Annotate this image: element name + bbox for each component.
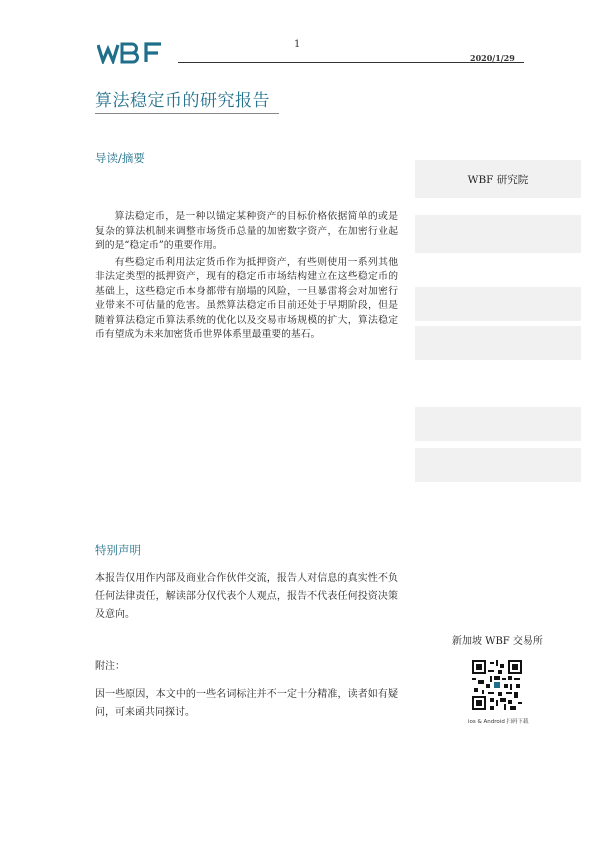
sidebar-box xyxy=(415,287,581,321)
abstract-paragraph: 算法稳定币，是一种以锚定某种资产的目标价格依据简单的或是复杂的算法机制来调整市场货币总量的加密数字资产，在加密行业起到的是“稳定币”的重要作用。 xyxy=(95,211,398,251)
declaration-body xyxy=(95,570,398,624)
logo-text: WBF xyxy=(97,42,100,43)
institute-label: WBF 研究院 xyxy=(467,173,529,186)
note-text: 因一些原因，本文中的一些名词标注并不一定十分精准，读者如有疑问，可来函共同探讨。 xyxy=(95,689,398,718)
report-date: 2020/1/29 xyxy=(470,53,515,63)
wbf-logo xyxy=(97,42,165,64)
qr-code-icon[interactable] xyxy=(472,660,522,710)
abstract-paragraph: 有些稳定币利用法定货币作为抵押资产，有些则使用一系列其他非法定类型的抵押资产，现有的稳定币市场结构建立在这些稳定币的基础上，这些稳定币本身都带有崩塌的风险，一旦暴雷将会对加密行业带来不可估量的危害。虽然算法稳定币目前还处于早期阶段，但是随着算法稳定币算法系统的优化以及交易市场规模的扩大，算法稳定币有望成为未来加密货币世界体系里最重要的基石。 xyxy=(95,256,398,340)
abstract-heading: 导读/摘要 xyxy=(95,151,145,165)
qr-caption: ios & Android 扫码下载 xyxy=(468,719,529,725)
sidebar-box xyxy=(415,407,581,441)
declaration-heading: 特别声明 xyxy=(95,543,141,557)
document-title: 算法稳定币的研究报告 xyxy=(95,91,270,111)
page-number: 1 xyxy=(294,39,301,50)
title-underline xyxy=(95,113,279,114)
institute-label-box xyxy=(415,160,581,198)
note-body xyxy=(95,686,398,722)
sidebar-box xyxy=(415,326,581,360)
declaration-text: 本报告仅用作内部及商业合作伙伴交流，报告人对信息的真实性不负任何法律责任，解读部分仅代表个人观点，报告不代表任何投资决策及意向。 xyxy=(95,573,398,620)
abstract-body xyxy=(95,210,398,343)
exchange-label: 新加坡 WBF 交易所 xyxy=(452,636,543,647)
sidebar-box xyxy=(415,448,581,482)
sidebar-box xyxy=(415,215,581,253)
note-heading: 附注： xyxy=(95,661,125,672)
